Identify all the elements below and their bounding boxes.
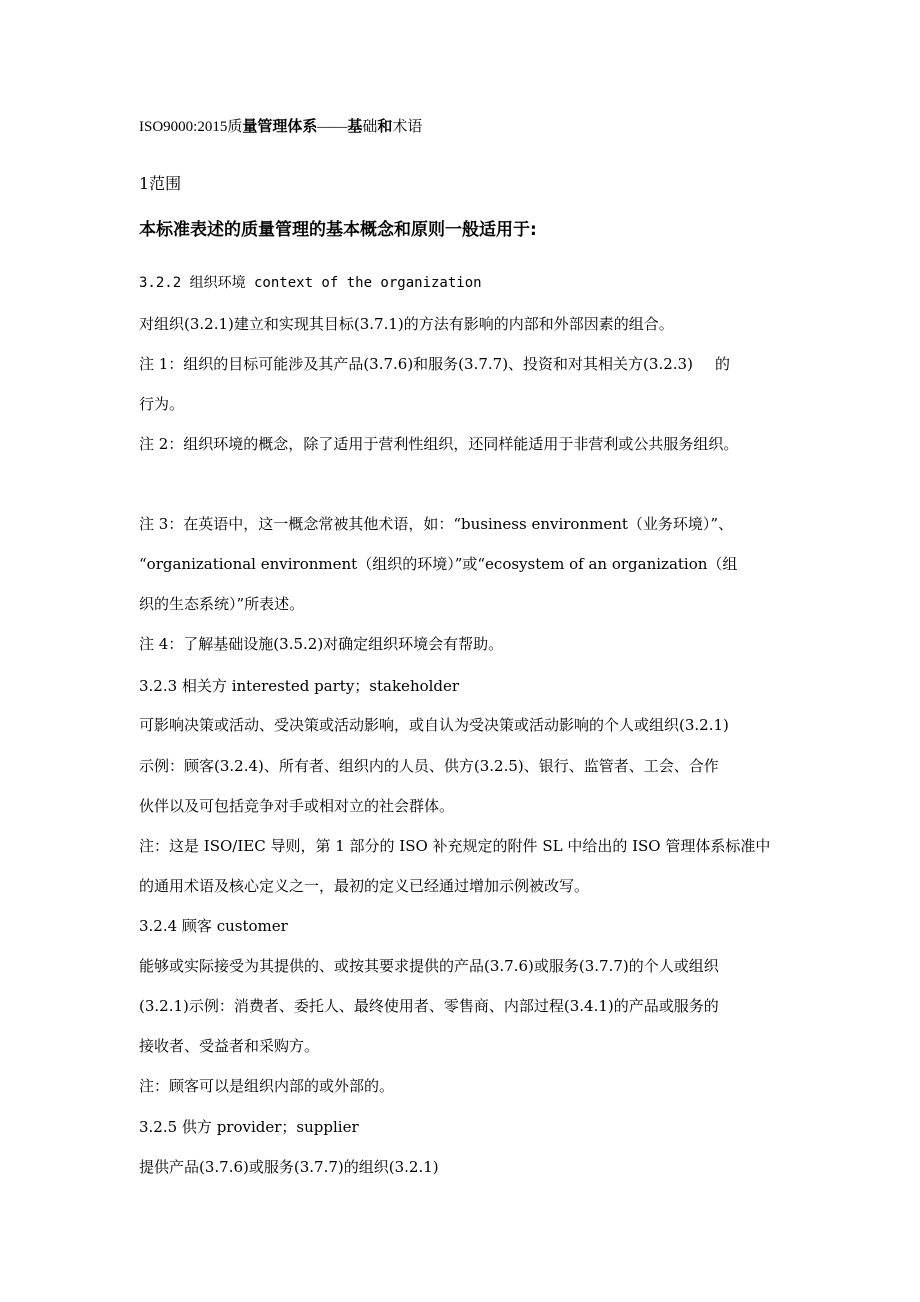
- note-line: 织的生态系统）”所表述。: [139, 595, 305, 613]
- paragraph-line: (3.2.1)示例：消费者、委托人、最终使用者、零售商、内部过程(3.4.1)的产品或服务的: [139, 997, 719, 1015]
- note-text: 注 1：组织的目标可能涉及其产品(3.7.6)和服务(3.7.7)、投资和对其相关方(3.2.3): [139, 355, 693, 373]
- note-line: 行为。: [139, 395, 185, 413]
- note-line: 注 2：组织环境的概念，除了适用于营利性组织，还同样能适用于非营利或公共服务组织。: [139, 435, 739, 453]
- paragraph-line: 能够或实际接受为其提供的、或按其要求提供的产品(3.7.6)或服务(3.7.7)的个人或组织: [139, 957, 719, 975]
- clause-heading: 3.2.4 顾客 customer: [139, 917, 288, 935]
- note-line: 注 3：在英语中，这一概念常被其他术语，如：“business environment（业务环境）”、: [139, 515, 734, 533]
- note-line: “organizational environment（组织的环境）”或“ecosystem of an organization（组: [139, 555, 738, 573]
- section-heading: 1范围: [139, 174, 182, 193]
- note-line: 的通用术语及核心定义之一，最初的定义已经通过增加示例被改写。: [139, 877, 590, 895]
- note-line: 注：这是 ISO/IEC 导则，第 1 部分的 ISO 补充规定的附件 SL 中给出的 ISO 管理体系标准中: [139, 837, 771, 855]
- clause-heading: 3.2.5 供方 provider；supplier: [139, 1118, 359, 1136]
- paragraph-line: 伙伴以及可包括竞争对手或相对立的社会群体。: [139, 797, 455, 815]
- title-part: 和: [377, 119, 393, 135]
- note-line: 注 4：了解基础设施(3.5.2)对确定组织环境会有帮助。: [139, 635, 504, 653]
- document-title: [139, 117, 422, 137]
- paragraph-line: 对组织(3.2.1)建立和实现其目标(3.7.1)的方法有影响的内部和外部因素的组合。: [139, 315, 674, 333]
- title-part: ——: [317, 119, 348, 135]
- title-part: 基: [347, 119, 363, 135]
- note-line: 注：顾客可以是组织内部的或外部的。: [139, 1077, 395, 1095]
- paragraph-line: 提供产品(3.7.6)或服务(3.7.7)的组织(3.2.1): [139, 1158, 439, 1176]
- title-part: ISO9000:2015质: [139, 119, 243, 135]
- paragraph-line: 接收者、受益者和采购方。: [139, 1037, 320, 1055]
- note-line: [139, 354, 730, 374]
- note-text: 的: [714, 355, 730, 373]
- title-part: 础: [362, 119, 378, 135]
- clause-heading: 3.2.3 相关方 interested party；stakeholder: [139, 677, 460, 695]
- lead-sentence: 本标准表述的质量管理的基本概念和原则一般适用于:: [139, 220, 537, 240]
- title-part: 术语: [392, 119, 423, 135]
- clause-heading: 3.2.2 组织环境 context of the organization: [139, 275, 482, 291]
- title-part: 量管理体系: [242, 119, 318, 135]
- paragraph-line: 示例：顾客(3.2.4)、所有者、组织内的人员、供方(3.2.5)、银行、监管者、工会、合作: [139, 757, 719, 775]
- paragraph-line: 可影响决策或活动、受决策或活动影响，或自认为受决策或活动影响的个人或组织(3.2.1): [139, 716, 729, 734]
